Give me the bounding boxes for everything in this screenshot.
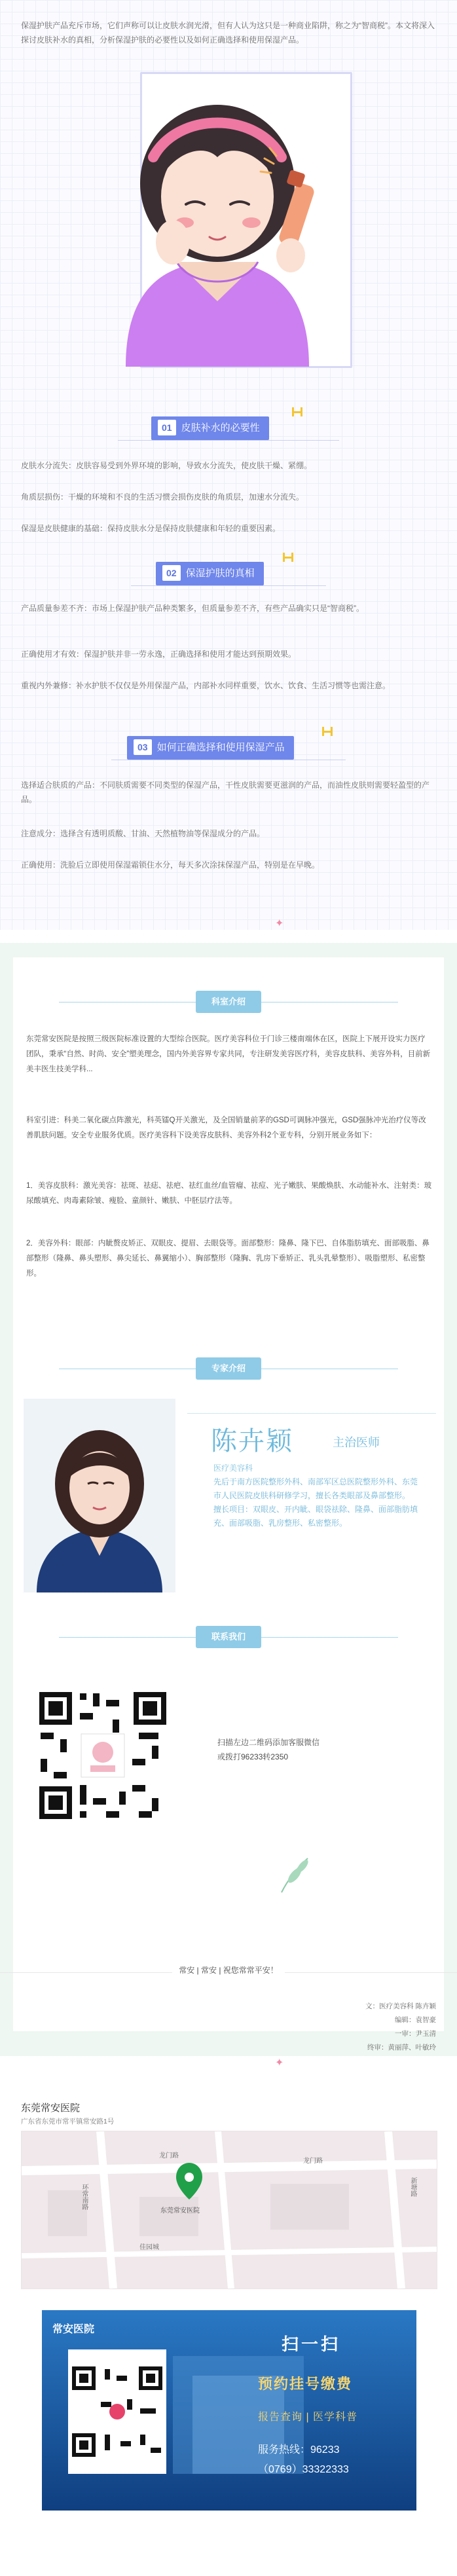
section-01-underline (118, 440, 339, 441)
doctor-department: 医疗美容科 (213, 1463, 253, 1473)
science-label: 科室介绍 (196, 991, 261, 1013)
qr-instruction: 扫描左边二维码添加客服微信 (217, 1738, 320, 1747)
section-03-heading (127, 736, 294, 760)
section-03-paragraph-3: 正确使用：洗脸后立即使用保湿霜锁住水分，每天多次涂抹保湿产品，特别是在早晚。 (21, 860, 320, 870)
credits (365, 2000, 436, 2055)
section-03-paragraph-2: 注意成分：选择含有透明质酸、甘油、天然植物油等保湿成分的产品。 (21, 829, 265, 838)
section-01-paragraph-1: 皮肤水分流失：皮肤容易受到外界环境的影响，导致水分流失，使皮肤干燥、紧绷。 (21, 461, 312, 470)
doctor-name: 陈卉颖 (211, 1426, 293, 1456)
doctor-label: 专家介绍 (196, 1357, 261, 1380)
credit-review2: 终审：黄丽萍、叶敏玲 (367, 2044, 436, 2052)
section-01-heading (151, 416, 269, 440)
section-01-title: 皮肤补水的必要性 (181, 422, 260, 433)
map-label-road-2: 龙门路 (303, 2158, 323, 2165)
section-02-paragraph-2: 正确使用才有效：保湿护肤并非一劳永逸，正确选择和使用才能达到预期效果。 (21, 650, 297, 659)
section-03-title: 如何正确选择和使用保湿产品 (156, 742, 285, 753)
section-03-paragraph-1: 选择适合肤质的产品：不同肤质需要不同类型的保湿产品，干性皮肤需要更滋润的产品，而油性皮肤则需要轻盈型的产品。 (21, 781, 430, 804)
thanks-text (0, 1964, 457, 1976)
section-01-number: 01 (158, 420, 176, 435)
star-icon-2: ✦ (275, 2057, 284, 2069)
contact-info (217, 1735, 320, 1764)
science-paragraph-3: 1．美容皮肤科：激光美容：祛斑、祛痣、祛疤、祛红血丝/血管瘤、祛痘、光子嫩肤、果酸焕肤、水动能补水、注射类：玻尿酸填充、肉毒素除皱、瘦脸、童颜针、嫩肤、中胚层疗法等。 (26, 1182, 432, 1205)
doctor-bio-line-2: 擅长项目：双眼皮、开内眦、眼袋祛除、隆鼻、面部脂肪填充、面部吸脂、乳房整形、私密整形。 (213, 1505, 418, 1528)
map-label-road-4: 新塘路 (409, 2177, 416, 2197)
doctor-portrait-image (24, 1399, 175, 1592)
promo-banner[interactable] (42, 2310, 416, 2511)
section-01-deco-icon (292, 407, 302, 416)
map-label-road-3: 环常南路 (81, 2184, 88, 2210)
doctor-bio-line-1: 先后于南方医院整形外科、南部军区总医院整形外科、东莞市人民医院皮肤科研修学习，擅长各类眼部及鼻部整形。 (213, 1477, 418, 1500)
science-paragraph-4: 2．美容外科：眼部：内眦赘皮矫正、双眼皮、提眉、去眼袋等。面部整形：隆鼻、隆下巴、自体脂肪填充、面部吸脂、鼻部整形（隆鼻、鼻头塑形、鼻尖延长、鼻翼缩小）、胸部整形（隆胸、乳房下垂矫正、乳头乳晕整形）、吸脂塑形、私密整形。 (26, 1240, 430, 1278)
map-label-road-1: 龙门路 (159, 2152, 179, 2160)
section-02-title: 保湿护肤的真相 (185, 568, 255, 579)
section-02-number: 02 (162, 565, 181, 581)
star-icon: ✦ (275, 918, 284, 929)
section-02-deco-icon (283, 553, 293, 562)
banner-line-2: 报告查询 | 医学科普 (258, 2412, 358, 2423)
doctor-info (187, 1413, 436, 1593)
section-03-number: 03 (134, 739, 152, 755)
article-section (0, 0, 457, 930)
hospital-address: 广东省东莞市常平镇常安路1号 (21, 2118, 115, 2125)
wechat-qr-code[interactable] (34, 1687, 172, 1824)
hospital-name[interactable]: 东莞常安医院 (21, 2103, 81, 2114)
doctor-panel (24, 1399, 435, 1603)
section-03-deco-icon (322, 727, 333, 736)
banner-hotline-1: 服务热线：96233 (258, 2444, 340, 2456)
map-label-place: 佳园城 (139, 2244, 159, 2251)
contact-label: 联系我们 (196, 1626, 261, 1648)
qr-code-icon (34, 1687, 172, 1824)
section-02-heading (156, 562, 264, 585)
map-image (22, 2131, 437, 2289)
banner-hotline-2: （0769）33322333 (258, 2464, 349, 2475)
section-01-paragraph-3: 保湿是皮肤健康的基础：保持皮肤水分是保持皮肤健康和年轻的重要因素。 (21, 524, 281, 533)
science-paragraph-1: 东莞常安医院是按照三级医院标准设置的大型综合医院。医疗美容科位于门诊三楼南端休在区，医院上下展开设实力医疗团队，秉承“自然、时尚、安全”塑美理念，国内外美容界专家共同，专注研发美容医疗科，美容皮肤科、美容外科，目前新美丰医生技美学科... (26, 1035, 431, 1073)
section-02-underline (131, 585, 326, 586)
leaf-icon (275, 1853, 314, 1899)
credit-review1: 一审：尹玉清 (395, 2030, 436, 2038)
doctor-bio (213, 1475, 423, 1530)
science-paragraph-2: 科室引进：科美二氧化碳点阵激光，科英镭Q开关激光，及全国销量前茅的GSD可调脉冲强光，GSD强脉冲光治疗仪等改善肌肤问题。安全专业服务优质。医疗美容科下设美容皮肤科、美容外科2个亚专科，分别开展业务如下： (26, 1116, 426, 1139)
credit-author: 文：医疗美容科 陈卉颖 (365, 2002, 436, 2010)
banner-line-1: 预约挂号缴费 (258, 2376, 353, 2392)
phone-line: 或拨打96233转2350 (217, 1752, 289, 1761)
section-02-paragraph-1: 产品质量参差不齐：市场上保湿护肤产品种类繁多，但质量参差不齐，有些产品确实只是“智商税”。 (21, 604, 364, 613)
credit-editor: 编辑：袁智豪 (395, 2016, 436, 2024)
location-map[interactable] (21, 2131, 437, 2289)
section-01-paragraph-2: 角质层损伤：干燥的环境和不良的生活习惯会损伤皮肤的角质层，加速水分流失。 (21, 492, 304, 502)
banner-logo: 常安医院 (52, 2324, 95, 2335)
thanks-label: 常安 | 常安 | 祝您常常平安！ (172, 1966, 285, 1975)
intro-paragraph: 保湿护肤产品充斥市场，它们声称可以让皮肤水润光滑，但有人认为这只是一种商业陷阱，称之为“智商税”。本文将深入探讨皮肤补水的真相，分析保湿护肤的必要性以及如何正确选择和使用保湿产品。 (21, 21, 435, 45)
map-label-hospital: 东莞常安医院 (160, 2207, 200, 2215)
doctor-photo (24, 1399, 175, 1592)
section-02-paragraph-3: 重视内外兼修：补水护肤不仅仅是外用保湿产品，内部补水同样重要，饮水、饮食、生活习惯等也需注意。 (21, 681, 391, 690)
banner-qr-icon (68, 2363, 166, 2461)
banner-title: 扫一扫 (282, 2334, 341, 2354)
doctor-title: 主治医师 (333, 1436, 380, 1449)
hero-illustration (100, 65, 354, 367)
girl-moisturizing-illustration (100, 65, 354, 367)
